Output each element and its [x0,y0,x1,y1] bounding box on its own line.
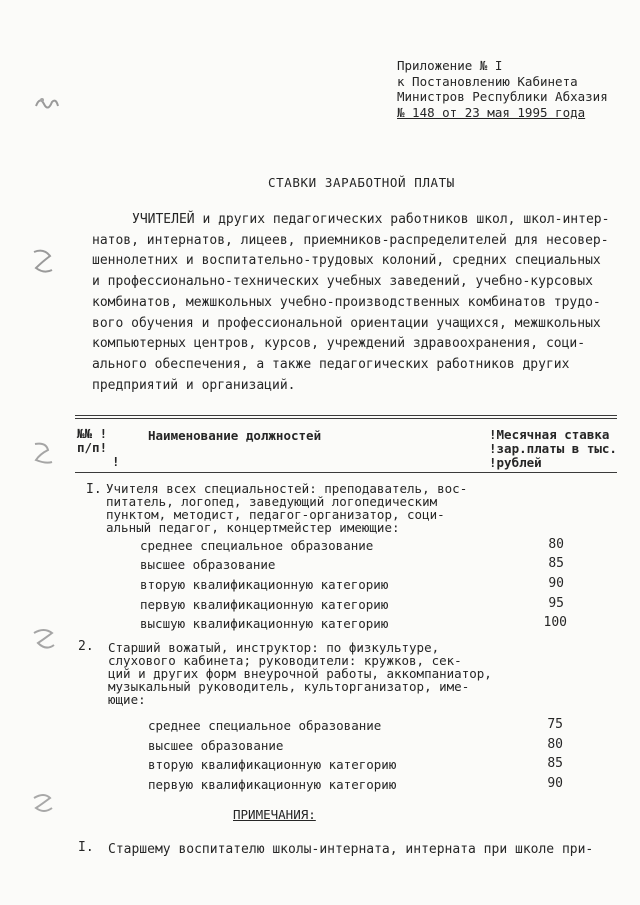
section-text: Старший вожатый, инструктор: по физкультуре, [108,640,440,655]
section-text: ций и других форм внеурочной работы, аккомпаниатор, [108,666,492,681]
table-row-value: 85 [548,556,564,571]
margin-stamp-mark [34,92,60,116]
header-num: №№ ! [77,426,108,441]
section-text: питатель, логопед, заведующий логопедическим [106,494,438,509]
table-row-value: 90 [547,776,563,791]
appendix-ref: к Постановлению Кабинета [397,73,578,89]
table-row-label: высшую квалификационную категорию [140,616,389,631]
table-row-label: вторую квалификационную категорию [140,577,389,592]
intro-line: комбинатов, межшкольных учебно-производственных комбинатов трудо- [92,294,601,310]
table-row-label: высшее образование [148,738,284,753]
intro-line: шеннолетних и воспитательно-трудовых колоний, средних специальных [92,253,601,269]
table-top-rule-double [75,418,617,419]
header-rate-3: !рублей [489,455,542,470]
notes-heading: ПРИМЕЧАНИЯ: [233,807,316,822]
note-number: I. [78,840,94,855]
table-row-value: 75 [547,717,563,732]
header-bang: ! [112,454,120,469]
margin-stamp-mark [30,790,56,820]
margin-stamp-mark [30,625,58,657]
section-text: пунктом, методист, педагог-организатор, соци- [106,507,445,522]
intro-line: ального обеспечения, а также педагогических работников других [92,356,570,372]
table-row-label: первую квалификационную категорию [140,597,389,612]
table-row-label: первую квалификационную категорию [148,777,397,792]
appendix-block [397,58,608,120]
header-num-2: п/п! [77,440,108,455]
table-row-value: 85 [547,756,563,771]
page-title: СТАВКИ ЗАРАБОТНОЙ ПЛАТЫ [268,175,455,190]
table-row-label: среднее специальное образование [140,538,374,553]
section-text: ющие: [108,692,146,707]
intro-line: и профессионально-технических учебных заведений, учебно-курсовых [92,274,593,290]
table-header-rule [75,472,617,473]
intro-line: УЧИТЕЛЕЙ и других педагогических работников школ, школ-интер- [132,212,610,227]
table-top-rule [75,415,617,416]
margin-stamp-mark [30,440,56,472]
appendix-number: Приложение № I [397,58,503,73]
table-row-value: 80 [548,537,564,552]
margin-stamp-mark [30,246,56,280]
table-row-value: 95 [548,596,564,611]
note-text: Старшему воспитателю школы-интерната, интерната при школе при- [108,842,594,857]
header-position: Наименование должностей [148,428,322,443]
section-text: музыкальный руководитель, культорганизатор, име- [108,679,470,694]
section-number: I. [86,482,102,497]
header-rate-2: !зар.платы в тыс. [489,441,617,456]
appendix-date: № 148 от 23 мая 1995 года [397,104,586,120]
intro-paragraph [92,210,622,396]
section-number: 2. [78,639,94,654]
table-row-value: 90 [548,576,564,591]
table-row-label: вторую квалификационную категорию [148,757,397,772]
intro-line: предприятий и организаций. [92,377,296,393]
table-row-value: 100 [543,615,567,630]
section-text: Учителя всех специальностей: преподаватель, вос- [106,481,468,496]
header-rate-1: !Месячная ставка [489,427,610,442]
section-text: слухового кабинета; руководители: кружков, сек- [108,653,462,668]
section-text: альный педагог, концертмейстер имеющие: [106,520,400,535]
appendix-ministry: Министров Республики Абхазия [397,89,608,104]
table-row-value: 80 [547,737,563,752]
intro-line: натов, интернатов, лицеев, приемников-распределителей для несовер- [92,232,609,248]
intro-line: компьютерных центров, курсов, учреждений здравоохранения, соци- [92,336,586,352]
table-row-label: высшее образование [140,557,276,572]
intro-line: вого обучения и профессиональной ориентации учащихся, межшкольных [92,315,601,331]
table-row-label: среднее специальное образование [148,718,382,733]
